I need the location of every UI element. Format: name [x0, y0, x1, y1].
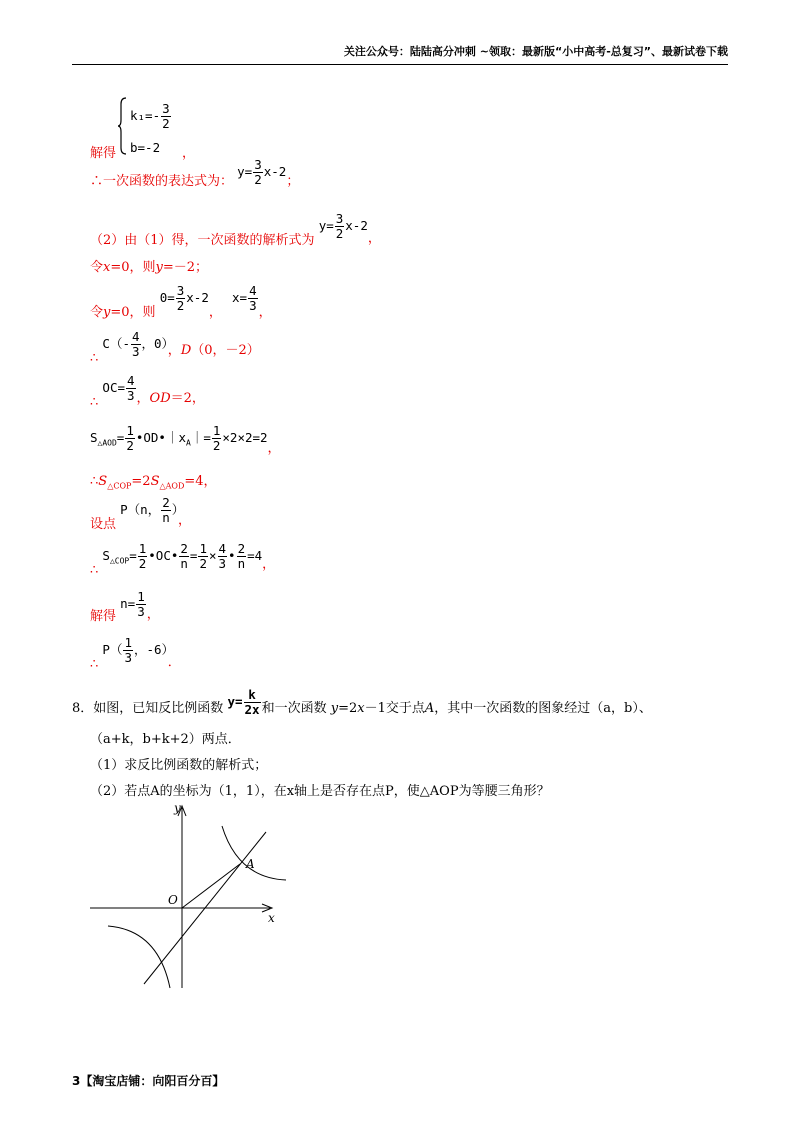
point-c-line: ∴ C（- $\frac{4}{3}$ ，0），D（0，－2） — [90, 329, 260, 366]
question-8-part2: （2）若点A的坐标为（1，1），在x轴上是否存在点P，使△AOP为等腰三角形？ — [90, 784, 550, 799]
page-header: 关注公众号：陆陆高分冲刺 ~领取：最新版“小中高考-总复习”、最新试卷下载 — [72, 44, 728, 65]
hyperbola-branch-2 — [108, 926, 170, 988]
x-label: x — [268, 911, 275, 925]
oc-line: ∴ OC= $\frac{4}{3}$ ，OD＝2， — [90, 373, 205, 410]
solve-n-line: 解得 n= $\frac{1}{3}$ ， — [90, 589, 160, 624]
x-zero-line: 令x=0，则y=－2； — [90, 260, 209, 275]
area-cop-relation: $\therefore S_{\triangle COP}=2S_{\triangle AOD}=4$， — [90, 474, 217, 491]
segment-oa — [182, 864, 240, 908]
origin-label: O — [168, 893, 178, 907]
analytic-line: （2）由（1）得，一次函数的解析式为 y= $\frac{3}{2}$ x-2， — [90, 211, 381, 248]
area-cop-line: ∴ $S_{\triangle COP}=$ $\frac{1}{2}$ •OC• $\frac{2}{n}$ = $\frac{1}{2}$ × $\frac{4}{3}$ • $\frac{2}{n}$ =4， — [90, 541, 276, 578]
point-a-label: A — [246, 857, 255, 871]
point-p-line: 设点 P（n， $\frac{2}{n}$ ）， — [90, 495, 192, 532]
y-label: y — [174, 801, 181, 815]
question-8-part1: （1）求反比例函数的解析式； — [90, 758, 268, 773]
area-aod-line: $S_{\triangle AOD}=$ $\frac{1}{2}$ $•OD•|x_A|=$ $\frac{1}{2}$ ×2×2=2， — [90, 423, 281, 456]
graph-figure — [88, 798, 288, 994]
y-zero-line: 令y=0，则 0= $\frac{3}{2}$ x-2， x= $\frac{4}{3}$ ， — [90, 283, 272, 320]
brace-icon — [118, 96, 128, 156]
question-8-line2: （a+k，b+k+2）两点． — [90, 732, 241, 747]
question-8-line1: 8．如图，已知反比例函数 y= $\frac{k}{2x}$ 和一次函数 y=2x－1交于点A，其中一次函数的图象经过（a，b）、 — [72, 687, 652, 717]
answer-p-line: ∴ P（ $\frac{1}{3}$ ，-6）． — [90, 635, 181, 672]
page-footer: 3【淘宝店铺：向阳百分百】 — [72, 1074, 225, 1088]
hyperbola-branch-1 — [222, 826, 286, 880]
expression-line: ∴一次函数的表达式为： y= $\frac{3}{2}$ x-2； — [90, 157, 300, 189]
